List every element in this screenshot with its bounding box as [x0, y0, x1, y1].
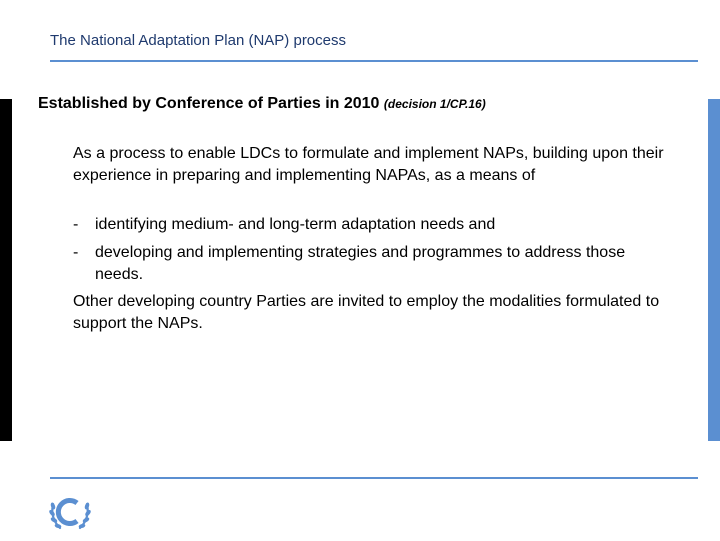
section-heading	[38, 95, 698, 113]
footer-divider	[50, 477, 698, 479]
title-divider	[50, 60, 698, 62]
intro-paragraph: As a process to enable LDCs to formulate and implement NAPs, building upon their experience in preparing and implementing NAPAs, as a means of	[73, 145, 664, 184]
closing-paragraph: Other developing country Parties are invited to employ the modalities formulated to support the NAPs.	[73, 293, 660, 332]
slide-title: The National Adaptation Plan (NAP) process	[50, 32, 346, 49]
right-accent-bar	[708, 99, 720, 441]
list-item	[73, 214, 673, 236]
section-heading-text: Established by Conference of Parties in 2010	[38, 95, 380, 112]
bullet-dash: -	[73, 244, 79, 261]
list-item	[73, 242, 673, 285]
list-item-text: identifying medium- and long-term adaptation needs and	[95, 216, 496, 233]
bullet-dash: -	[73, 216, 79, 233]
list-item-text: developing and implementing strategies and programmes to address those needs.	[95, 244, 626, 283]
left-accent-bar	[0, 99, 12, 441]
unfccc-logo-icon	[46, 488, 94, 536]
decision-reference: (decision 1/CP.16)	[383, 97, 486, 111]
